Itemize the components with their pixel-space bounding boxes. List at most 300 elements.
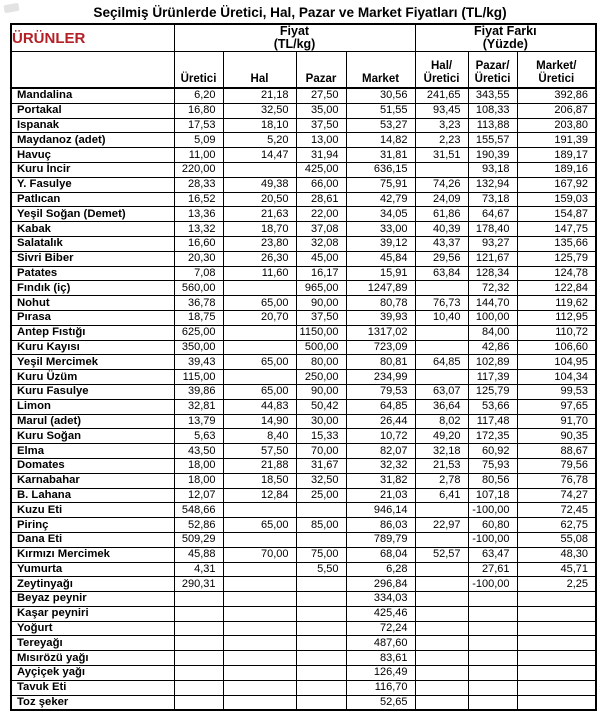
cell-hal: 70,00 xyxy=(223,547,296,562)
cell-market-uretici xyxy=(517,680,596,695)
product-name: Kuru Fasulye xyxy=(11,384,174,399)
cell-market: 1247,89 xyxy=(346,281,415,296)
table-row xyxy=(11,162,596,177)
cell-market: 86,03 xyxy=(346,518,415,533)
product-name: B. Lahana xyxy=(11,488,174,503)
cell-uretici xyxy=(174,592,223,607)
table-row xyxy=(11,695,596,710)
cell-pazar xyxy=(296,666,346,681)
cell-pazar xyxy=(296,592,346,607)
cell-pazar xyxy=(296,503,346,518)
cell-hal-uretici xyxy=(415,162,468,177)
product-name: Limon xyxy=(11,399,174,414)
cell-market-uretici: 159,03 xyxy=(517,192,596,207)
cell-market: 334,03 xyxy=(346,592,415,607)
cell-uretici: 28,33 xyxy=(174,177,223,192)
cell-hal-uretici xyxy=(415,532,468,547)
cell-pazar-uretici xyxy=(468,666,517,681)
cell-market-uretici: 91,70 xyxy=(517,414,596,429)
cell-uretici: 220,00 xyxy=(174,162,223,177)
cell-market-uretici: 74,27 xyxy=(517,488,596,503)
cell-uretici: 7,08 xyxy=(174,266,223,281)
cell-hal xyxy=(223,532,296,547)
cell-market: 79,53 xyxy=(346,384,415,399)
cell-uretici xyxy=(174,651,223,666)
cell-hal-uretici xyxy=(415,281,468,296)
column-header-uretici: Üretici xyxy=(174,52,223,89)
table-row xyxy=(11,414,596,429)
cell-market-uretici xyxy=(517,666,596,681)
cell-pazar-uretici: 84,00 xyxy=(468,325,517,340)
cell-hal-uretici: 31,51 xyxy=(415,148,468,163)
cell-uretici xyxy=(174,695,223,710)
cell-pazar-uretici: -100,00 xyxy=(468,532,517,547)
cell-uretici: 12,07 xyxy=(174,488,223,503)
cell-market: 33,00 xyxy=(346,222,415,237)
cell-uretici: 560,00 xyxy=(174,281,223,296)
table-row xyxy=(11,577,596,592)
cell-market: 80,78 xyxy=(346,296,415,311)
cell-market-uretici: 76,78 xyxy=(517,473,596,488)
cell-hal: 21,18 xyxy=(223,88,296,103)
cell-hal-uretici: 61,86 xyxy=(415,207,468,222)
cell-pazar xyxy=(296,532,346,547)
cell-market-uretici: 135,66 xyxy=(517,236,596,251)
cell-market: 53,27 xyxy=(346,118,415,133)
cell-hal-uretici: 64,85 xyxy=(415,355,468,370)
product-name: Kuzu Eti xyxy=(11,503,174,518)
cell-pazar: 32,50 xyxy=(296,473,346,488)
cell-uretici xyxy=(174,680,223,695)
cell-uretici: 45,88 xyxy=(174,547,223,562)
cell-hal-uretici xyxy=(415,592,468,607)
cell-hal: 8,40 xyxy=(223,429,296,444)
cell-market-uretici: 88,67 xyxy=(517,444,596,459)
cell-market: 234,99 xyxy=(346,370,415,385)
cell-hal xyxy=(223,666,296,681)
group-header-fiyat-line1: Fiyat xyxy=(279,24,310,38)
group-header-fiyat-farki-line1: Fiyat Farkı xyxy=(474,24,537,38)
cell-market: 82,07 xyxy=(346,444,415,459)
cell-market-uretici: 206,87 xyxy=(517,103,596,118)
cell-pazar-uretici xyxy=(468,695,517,710)
cell-pazar: 5,50 xyxy=(296,562,346,577)
cell-hal-uretici xyxy=(415,577,468,592)
cell-market: 42,79 xyxy=(346,192,415,207)
product-name: Maydanoz (adet) xyxy=(11,133,174,148)
cell-pazar-uretici: 72,32 xyxy=(468,281,517,296)
cell-pazar xyxy=(296,606,346,621)
cell-market-uretici: 97,65 xyxy=(517,399,596,414)
table-row xyxy=(11,207,596,222)
cell-hal-uretici: 32,18 xyxy=(415,444,468,459)
cell-hal: 65,00 xyxy=(223,384,296,399)
cell-pazar-uretici: 343,55 xyxy=(468,88,517,103)
product-name: Patlıcan xyxy=(11,192,174,207)
cell-market-uretici: 106,60 xyxy=(517,340,596,355)
cell-market-uretici: 79,56 xyxy=(517,458,596,473)
group-header-fiyat-line2: (TL/kg) xyxy=(273,37,316,51)
cell-pazar-uretici: 172,35 xyxy=(468,429,517,444)
table-row xyxy=(11,562,596,577)
cell-market: 296,84 xyxy=(346,577,415,592)
cell-pazar xyxy=(296,680,346,695)
cell-uretici xyxy=(174,636,223,651)
cell-pazar-uretici xyxy=(468,621,517,636)
cell-hal xyxy=(223,636,296,651)
cell-uretici: 32,81 xyxy=(174,399,223,414)
cell-market-uretici: 99,53 xyxy=(517,384,596,399)
cell-market-uretici xyxy=(517,695,596,710)
table-row xyxy=(11,296,596,311)
product-name: Dana Eti xyxy=(11,532,174,547)
product-name: Domates xyxy=(11,458,174,473)
cell-market-uretici: 124,78 xyxy=(517,266,596,281)
cell-hal: 21,63 xyxy=(223,207,296,222)
cell-market-uretici: 45,71 xyxy=(517,562,596,577)
cell-uretici: 13,36 xyxy=(174,207,223,222)
table-row xyxy=(11,236,596,251)
cell-pazar-uretici: 93,18 xyxy=(468,162,517,177)
cell-pazar-uretici: 100,00 xyxy=(468,310,517,325)
cell-pazar: 66,00 xyxy=(296,177,346,192)
table-row xyxy=(11,473,596,488)
cell-market-uretici: 125,79 xyxy=(517,251,596,266)
cell-market-uretici: 203,80 xyxy=(517,118,596,133)
product-name: Marul (adet) xyxy=(11,414,174,429)
column-header-market: Market xyxy=(346,52,415,89)
cell-market: 64,85 xyxy=(346,399,415,414)
product-name: Yeşil Mercimek xyxy=(11,355,174,370)
cell-pazar: 75,00 xyxy=(296,547,346,562)
cell-pazar-uretici: -100,00 xyxy=(468,577,517,592)
cell-pazar: 13,00 xyxy=(296,133,346,148)
product-name: Kuru Kayısı xyxy=(11,340,174,355)
cell-pazar xyxy=(296,636,346,651)
cell-pazar: 90,00 xyxy=(296,296,346,311)
cell-pazar: 250,00 xyxy=(296,370,346,385)
cell-uretici: 6,20 xyxy=(174,88,223,103)
cell-pazar-uretici: 60,80 xyxy=(468,518,517,533)
cell-market-uretici: 2,25 xyxy=(517,577,596,592)
cell-market: 116,70 xyxy=(346,680,415,695)
cell-pazar: 37,08 xyxy=(296,222,346,237)
cell-market: 21,03 xyxy=(346,488,415,503)
cell-uretici: 625,00 xyxy=(174,325,223,340)
column-header-hal: Hal xyxy=(223,52,296,89)
cell-pazar-uretici: 128,34 xyxy=(468,266,517,281)
cell-hal-uretici: 63,07 xyxy=(415,384,468,399)
cell-hal-uretici: 49,20 xyxy=(415,429,468,444)
product-name: Mandalina xyxy=(11,88,174,103)
cell-pazar-uretici: 80,56 xyxy=(468,473,517,488)
cell-uretici: 39,86 xyxy=(174,384,223,399)
cell-hal-uretici: 8,02 xyxy=(415,414,468,429)
cell-hal: 21,88 xyxy=(223,458,296,473)
cell-hal: 23,80 xyxy=(223,236,296,251)
cell-hal-uretici: 241,65 xyxy=(415,88,468,103)
cell-market-uretici xyxy=(517,636,596,651)
cell-market: 52,65 xyxy=(346,695,415,710)
cell-uretici: 16,60 xyxy=(174,236,223,251)
cell-pazar-uretici: 107,18 xyxy=(468,488,517,503)
cell-pazar-uretici: 117,48 xyxy=(468,414,517,429)
cell-hal: 18,70 xyxy=(223,222,296,237)
product-name: Kuru Soğan xyxy=(11,429,174,444)
cell-pazar: 37,50 xyxy=(296,118,346,133)
cell-pazar-uretici: 121,67 xyxy=(468,251,517,266)
cell-pazar: 1150,00 xyxy=(296,325,346,340)
cell-hal xyxy=(223,162,296,177)
product-name: Portakal xyxy=(11,103,174,118)
cell-hal: 18,10 xyxy=(223,118,296,133)
product-name: Pirinç xyxy=(11,518,174,533)
cell-pazar xyxy=(296,651,346,666)
product-name: Tereyağı xyxy=(11,636,174,651)
cell-uretici: 115,00 xyxy=(174,370,223,385)
cell-pazar-uretici xyxy=(468,651,517,666)
column-header-hal-uretici: Hal/ Üretici xyxy=(415,52,468,89)
cell-hal-uretici: 36,64 xyxy=(415,399,468,414)
table-row xyxy=(11,192,596,207)
cell-hal: 20,70 xyxy=(223,310,296,325)
cell-hal-uretici xyxy=(415,562,468,577)
cell-pazar-uretici: 93,27 xyxy=(468,236,517,251)
table-row xyxy=(11,488,596,503)
cell-pazar: 31,94 xyxy=(296,148,346,163)
cell-market: 487,60 xyxy=(346,636,415,651)
cell-hal xyxy=(223,592,296,607)
cell-uretici: 17,53 xyxy=(174,118,223,133)
product-name: Yeşil Soğan (Demet) xyxy=(11,207,174,222)
cell-hal-uretici xyxy=(415,370,468,385)
table-row xyxy=(11,503,596,518)
cell-pazar: 31,67 xyxy=(296,458,346,473)
table-row xyxy=(11,103,596,118)
product-name: Salatalık xyxy=(11,236,174,251)
cell-hal: 12,84 xyxy=(223,488,296,503)
cell-uretici: 5,09 xyxy=(174,133,223,148)
cell-market: 14,82 xyxy=(346,133,415,148)
table-row xyxy=(11,458,596,473)
cell-market: 75,91 xyxy=(346,177,415,192)
cell-hal-uretici: 43,37 xyxy=(415,236,468,251)
cell-hal: 5,20 xyxy=(223,133,296,148)
table-row xyxy=(11,592,596,607)
product-name: Y. Fasulye xyxy=(11,177,174,192)
cell-uretici: 548,66 xyxy=(174,503,223,518)
product-name: Mısırözü yağı xyxy=(11,651,174,666)
cell-pazar-uretici: 155,57 xyxy=(468,133,517,148)
product-name: Fındık (iç) xyxy=(11,281,174,296)
product-name: Kuru İncir xyxy=(11,162,174,177)
cell-market: 83,61 xyxy=(346,651,415,666)
cell-market-uretici xyxy=(517,621,596,636)
cell-hal xyxy=(223,325,296,340)
cell-pazar-uretici xyxy=(468,680,517,695)
cell-pazar: 80,00 xyxy=(296,355,346,370)
cell-uretici: 20,30 xyxy=(174,251,223,266)
cell-market: 126,49 xyxy=(346,666,415,681)
group-header-fiyat xyxy=(174,24,415,52)
cell-hal-uretici xyxy=(415,651,468,666)
product-name: Tavuk Eti xyxy=(11,680,174,695)
cell-pazar-uretici: 132,94 xyxy=(468,177,517,192)
cell-hal-uretici: 93,45 xyxy=(415,103,468,118)
cell-market: 51,55 xyxy=(346,103,415,118)
cell-pazar: 16,17 xyxy=(296,266,346,281)
cell-hal-uretici: 22,97 xyxy=(415,518,468,533)
cell-market-uretici: 189,16 xyxy=(517,162,596,177)
cell-pazar-uretici: 190,39 xyxy=(468,148,517,163)
cell-uretici: 16,52 xyxy=(174,192,223,207)
cell-market-uretici: 154,87 xyxy=(517,207,596,222)
table-row xyxy=(11,118,596,133)
cell-uretici: 16,80 xyxy=(174,103,223,118)
cell-market-uretici: 122,84 xyxy=(517,281,596,296)
cell-pazar: 45,00 xyxy=(296,251,346,266)
cell-pazar-uretici: 27,61 xyxy=(468,562,517,577)
cell-hal-uretici: 2,78 xyxy=(415,473,468,488)
cell-hal xyxy=(223,503,296,518)
cell-market: 26,44 xyxy=(346,414,415,429)
cell-pazar: 37,50 xyxy=(296,310,346,325)
table-body xyxy=(11,88,596,710)
product-name: Kuru Üzüm xyxy=(11,370,174,385)
cell-uretici: 52,86 xyxy=(174,518,223,533)
cell-market-uretici: 392,86 xyxy=(517,88,596,103)
cell-market-uretici: 48,30 xyxy=(517,547,596,562)
cell-hal-uretici xyxy=(415,666,468,681)
cell-pazar-uretici: 102,89 xyxy=(468,355,517,370)
cell-pazar-uretici: 117,39 xyxy=(468,370,517,385)
cell-hal xyxy=(223,577,296,592)
product-name: Sivri Biber xyxy=(11,251,174,266)
table-row xyxy=(11,621,596,636)
table-row xyxy=(11,666,596,681)
product-name: Pırasa xyxy=(11,310,174,325)
table-row xyxy=(11,310,596,325)
cell-market: 946,14 xyxy=(346,503,415,518)
cell-uretici: 509,29 xyxy=(174,532,223,547)
cell-pazar-uretici: 75,93 xyxy=(468,458,517,473)
table-row xyxy=(11,680,596,695)
cell-uretici: 18,00 xyxy=(174,473,223,488)
product-name: Patates xyxy=(11,266,174,281)
cell-hal: 49,38 xyxy=(223,177,296,192)
cell-pazar: 90,00 xyxy=(296,384,346,399)
table-row xyxy=(11,133,596,148)
cell-uretici: 43,50 xyxy=(174,444,223,459)
cell-market: 6,28 xyxy=(346,562,415,577)
product-name: Beyaz peynir xyxy=(11,592,174,607)
table-row xyxy=(11,370,596,385)
product-name: Havuç xyxy=(11,148,174,163)
cell-hal-uretici xyxy=(415,636,468,651)
cell-uretici xyxy=(174,621,223,636)
cell-pazar-uretici: 73,18 xyxy=(468,192,517,207)
page-title: Seçilmiş Ürünlerde Üretici, Hal, Pazar ve Market Fiyatları (TL/kg) xyxy=(93,5,507,20)
cell-hal xyxy=(223,281,296,296)
cell-hal xyxy=(223,562,296,577)
cell-pazar: 70,00 xyxy=(296,444,346,459)
cell-hal-uretici: 29,56 xyxy=(415,251,468,266)
table-row xyxy=(11,518,596,533)
cell-pazar: 425,00 xyxy=(296,162,346,177)
cell-hal xyxy=(223,340,296,355)
product-name: Elma xyxy=(11,444,174,459)
cell-market-uretici xyxy=(517,592,596,607)
cell-market: 31,81 xyxy=(346,148,415,163)
cell-hal-uretici: 3,23 xyxy=(415,118,468,133)
cell-hal xyxy=(223,695,296,710)
cell-pazar-uretici: 144,70 xyxy=(468,296,517,311)
cell-hal: 14,47 xyxy=(223,148,296,163)
cell-hal-uretici xyxy=(415,325,468,340)
cell-market-uretici: 110,72 xyxy=(517,325,596,340)
cell-hal-uretici: 76,73 xyxy=(415,296,468,311)
cell-market-uretici: 112,95 xyxy=(517,310,596,325)
group-header-row xyxy=(11,24,596,52)
cell-market: 80,81 xyxy=(346,355,415,370)
cell-pazar: 28,61 xyxy=(296,192,346,207)
table-row xyxy=(11,340,596,355)
table-row xyxy=(11,148,596,163)
cell-hal: 11,60 xyxy=(223,266,296,281)
cell-pazar-uretici: 60,92 xyxy=(468,444,517,459)
cell-hal-uretici xyxy=(415,695,468,710)
cell-market: 15,91 xyxy=(346,266,415,281)
cell-pazar: 22,00 xyxy=(296,207,346,222)
cell-pazar: 50,42 xyxy=(296,399,346,414)
table-row xyxy=(11,651,596,666)
column-header-pazar: Pazar xyxy=(296,52,346,89)
cell-hal xyxy=(223,606,296,621)
cell-uretici: 13,79 xyxy=(174,414,223,429)
cell-market-uretici xyxy=(517,651,596,666)
cell-market-uretici: 104,95 xyxy=(517,355,596,370)
product-name: Ayçiçek yağı xyxy=(11,666,174,681)
cell-market: 72,24 xyxy=(346,621,415,636)
table-row xyxy=(11,547,596,562)
cell-hal-uretici: 74,26 xyxy=(415,177,468,192)
cell-market: 34,05 xyxy=(346,207,415,222)
column-header-blank xyxy=(11,52,174,89)
cell-pazar: 30,00 xyxy=(296,414,346,429)
cell-hal xyxy=(223,621,296,636)
column-header-row xyxy=(11,52,596,89)
cell-market-uretici: 90,35 xyxy=(517,429,596,444)
cell-pazar-uretici: 64,67 xyxy=(468,207,517,222)
cell-market-uretici: 104,34 xyxy=(517,370,596,385)
cell-hal: 65,00 xyxy=(223,296,296,311)
cell-pazar-uretici: 108,33 xyxy=(468,103,517,118)
cell-market: 39,93 xyxy=(346,310,415,325)
cell-hal xyxy=(223,680,296,695)
cell-market: 31,82 xyxy=(346,473,415,488)
product-name: Yumurta xyxy=(11,562,174,577)
cell-hal: 18,50 xyxy=(223,473,296,488)
cell-pazar xyxy=(296,577,346,592)
cell-uretici xyxy=(174,666,223,681)
product-name: Yoğurt xyxy=(11,621,174,636)
cell-market: 45,84 xyxy=(346,251,415,266)
product-name: Nohut xyxy=(11,296,174,311)
cell-pazar xyxy=(296,621,346,636)
price-table xyxy=(10,23,597,711)
group-header-fiyat-farki xyxy=(415,24,596,52)
cell-market: 789,79 xyxy=(346,532,415,547)
